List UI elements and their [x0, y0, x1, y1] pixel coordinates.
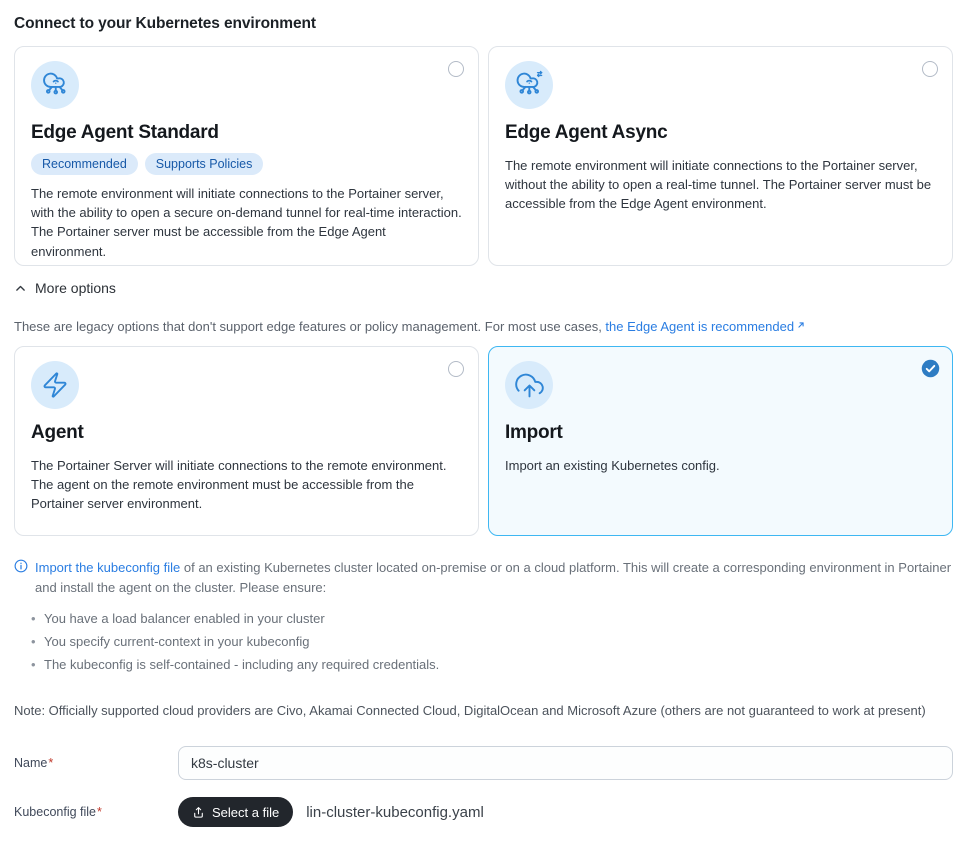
card-title-import: Import: [505, 422, 563, 443]
import-form: [14, 746, 953, 827]
badge-recommended: Recommended: [31, 153, 138, 175]
required-asterisk: *: [97, 805, 102, 820]
card-description: The remote environment will initiate connections to the Portainer server, with the ability to open a secure on-demand tunnel for real-time interaction. The Portainer server must be accessible from the Edge Agent environment.: [31, 186, 462, 259]
name-input[interactable]: [178, 746, 953, 780]
badge-supports-policies: Supports Policies: [145, 153, 264, 175]
kubeconfig-info-block: [14, 558, 953, 597]
name-field-label: Name*: [14, 756, 54, 771]
info-icon: [14, 559, 28, 573]
agent-icon-circle: [31, 361, 79, 409]
card-title-agent: Agent: [31, 422, 84, 443]
radio-edge-agent-standard[interactable]: [448, 61, 464, 77]
import-icon-circle: [505, 361, 553, 409]
radio-edge-agent-async[interactable]: [922, 61, 938, 77]
more-options-toggle[interactable]: [14, 280, 116, 296]
edge-agent-standard-icon-circle: [31, 61, 79, 109]
environment-type-cards-row2: [14, 346, 953, 536]
kubeconfig-field-row: [14, 797, 953, 827]
card-edge-agent-async[interactable]: [488, 46, 953, 266]
chevron-up-icon: [14, 282, 27, 295]
cloud-providers-note: Note: Officially supported cloud providers are Civo, Akamai Connected Cloud, DigitalOcean and Microsoft Azure (others are not guaranteed to work at present): [14, 703, 926, 719]
card-agent[interactable]: [14, 346, 479, 536]
edge-cloud-icon: [40, 70, 70, 100]
kubeconfig-requirements-list: [14, 608, 953, 676]
card-description: The Portainer Server will initiate connections to the remote environment. The agent on the remote environment must be accessible from the Portainer server environment.: [31, 458, 447, 512]
import-kubeconfig-link[interactable]: Import the kubeconfig file: [35, 560, 181, 575]
card-description: Import an existing Kubernetes config.: [505, 458, 720, 473]
list-item: • You specify current-context in your kubeconfig: [44, 631, 953, 654]
kubeconfig-field-label: Kubeconfig file*: [14, 805, 102, 820]
selected-check-icon: [921, 359, 940, 378]
list-item: • You have a load balancer enabled in your cluster: [44, 608, 953, 631]
selected-filename: lin-cluster-kubeconfig.yaml: [306, 803, 484, 821]
page-title: Connect to your Kubernetes environment: [14, 15, 316, 32]
upload-icon: [192, 806, 205, 819]
legacy-note-text: These are legacy options that don't support edge features or policy management. For most use cases,: [14, 319, 606, 334]
external-link-icon: [796, 320, 806, 330]
radio-agent[interactable]: [448, 361, 464, 377]
edge-agent-recommended-link[interactable]: the Edge Agent is recommended: [605, 319, 795, 334]
edge-cloud-async-icon: [514, 70, 544, 100]
kubeconfig-info-text: [35, 558, 953, 597]
more-options-label: More options: [35, 280, 116, 296]
lightning-icon: [41, 371, 69, 399]
badges-row: [31, 153, 462, 175]
info-text-rest: of an existing Kubernetes cluster located on-premise or on a cloud platform. This will create a corresponding environment in Portainer and install the agent on the cluster. Please ensure:: [35, 560, 952, 595]
environment-type-cards-row1: [14, 46, 953, 266]
select-file-button-label: Select a file: [212, 804, 280, 820]
required-asterisk: *: [48, 756, 54, 771]
list-item: • The kubeconfig is self-contained - including any required credentials.: [44, 654, 953, 677]
card-import[interactable]: [488, 346, 953, 536]
edge-agent-async-icon-circle: [505, 61, 553, 109]
name-field-row: [14, 746, 953, 780]
card-title-edge-agent-async: Edge Agent Async: [505, 122, 668, 143]
legacy-options-note: [14, 319, 953, 334]
card-description: The remote environment will initiate connections to the Portainer server, without the ability to open a real-time tunnel. The Portainer server must be accessible from the Edge Agent environment.: [505, 158, 932, 212]
card-title-edge-agent-standard: Edge Agent Standard: [31, 122, 219, 143]
select-file-button[interactable]: [178, 797, 293, 827]
cloud-upload-icon: [515, 371, 544, 400]
card-edge-agent-standard[interactable]: [14, 46, 479, 266]
